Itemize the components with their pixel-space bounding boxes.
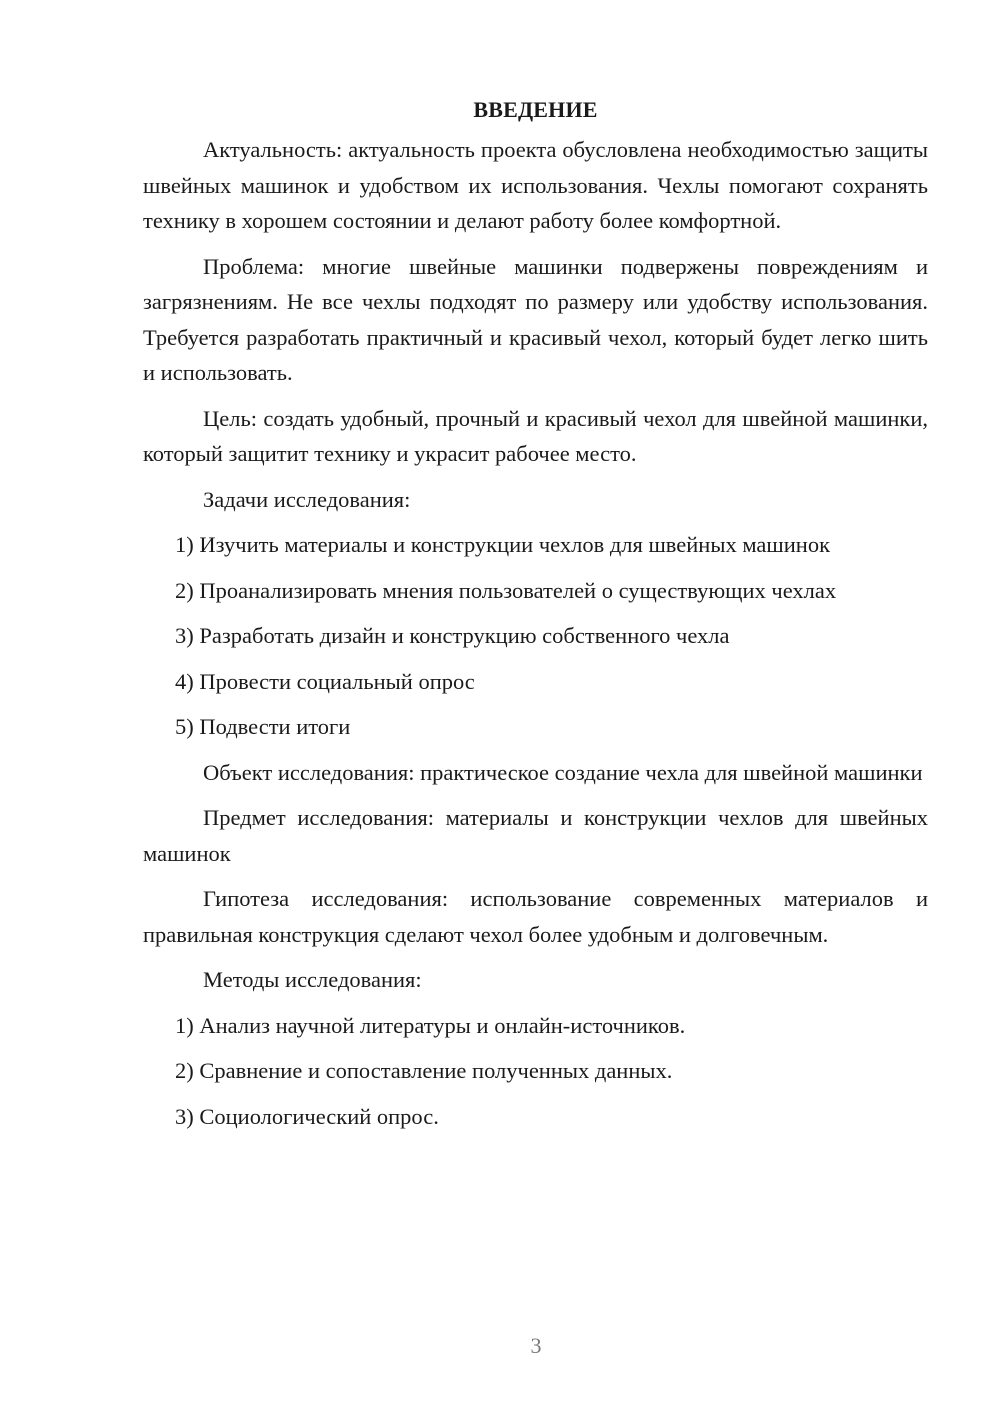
hypothesis-paragraph: Гипотеза исследования: использование современных материалов и правильная конструкция сделают чехол более удобным и долговечным. [143,886,928,947]
task-item: 2) Проанализировать мнения пользователей о существующих чехлах [175,577,837,603]
methods-heading: Методы исследования: [203,967,422,992]
method-item: 1) Анализ научной литературы и онлайн-источников. [175,1012,686,1038]
relevance-paragraph: Актуальность: актуальность проекта обусловлена необходимостью защиты швейных машинок и удобством их использования. Чехлы помогают сохранять технику в хорошем состоянии и делают работу более комфортной. [143,137,928,233]
subject-paragraph: Предмет исследования: материалы и конструкции чехлов для швейных машинок [143,805,928,866]
page-number: 3 [530,1333,542,1358]
method-item: 2) Сравнение и сопоставление полученных данных. [175,1058,673,1083]
task-item: 1) Изучить материалы и конструкции чехлов для швейных машинок [175,532,831,557]
task-item: 5) Подвести итоги [175,714,351,739]
document-page [143,92,928,1144]
task-item: 3) Разработать дизайн и конструкцию собственного чехла [175,623,730,648]
object-paragraph: Объект исследования: практическое создание чехла для швейной машинки [203,759,923,785]
goal-paragraph: Цель: создать удобный, прочный и красивый чехол для швейной машинки, который защитит технику и украсит рабочее место. [143,405,928,466]
task-item: 4) Провести социальный опрос [175,668,475,694]
method-item: 3) Социологический опрос. [175,1103,439,1129]
problem-paragraph: Проблема: многие швейные машинки подвержены повреждениям и загрязнениям. Не все чехлы подходят по размеру или удобству использования. Требуется разработать практичный и красивый чехол, который будет легко шить и использовать. [143,253,928,385]
tasks-heading: Задачи исследования: [203,486,411,512]
section-title: ВВЕДЕНИЕ [473,97,598,122]
